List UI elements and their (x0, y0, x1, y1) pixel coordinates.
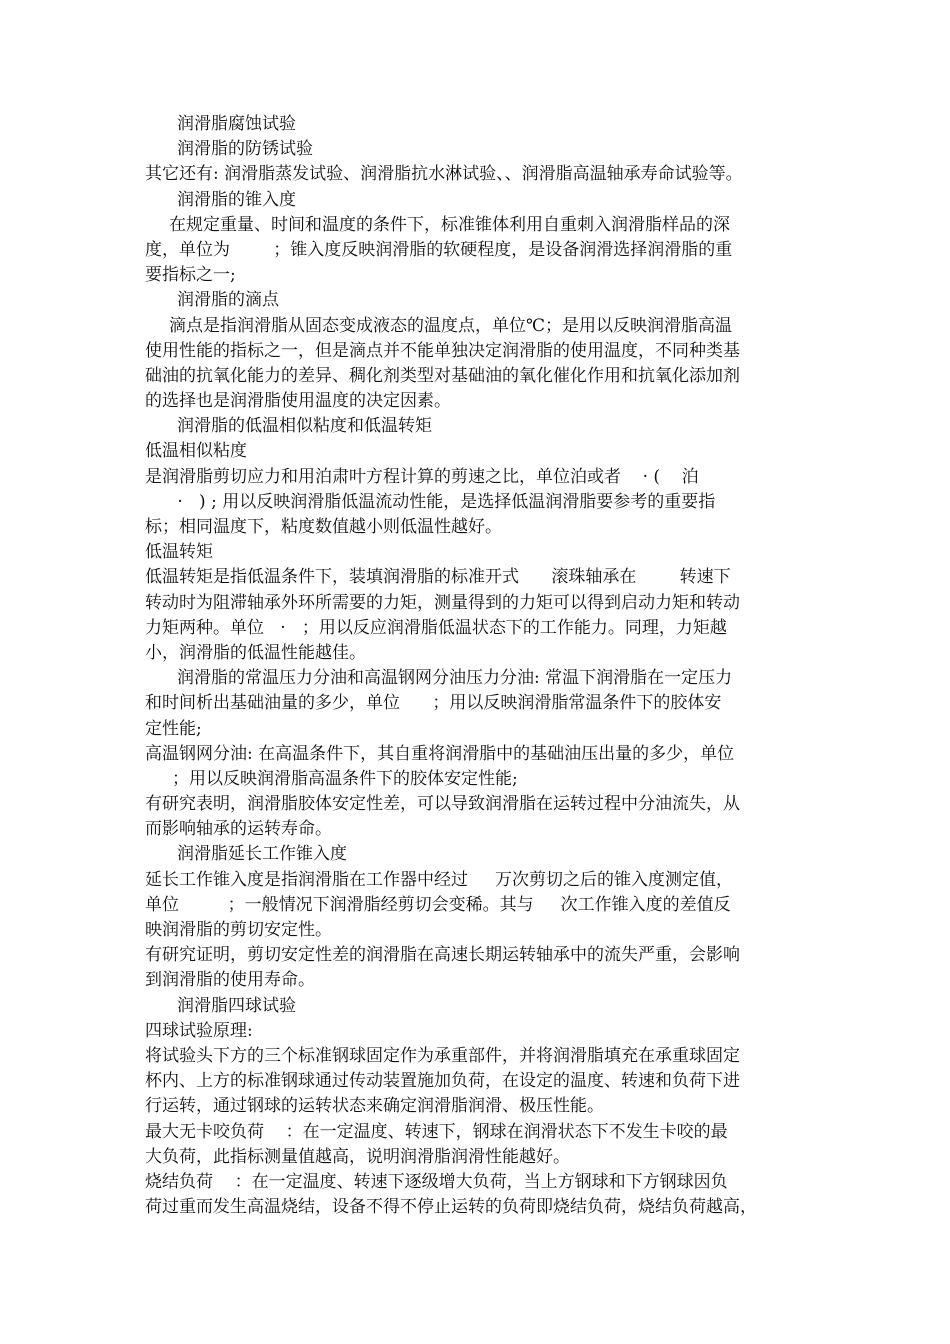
text-line: 小，润滑脂的低温性能越佳。 (145, 642, 366, 663)
text-line: 高温钢网分油: 在高温条件下，其自重将润滑脂中的基础油压出量的多少，单位 (145, 743, 735, 764)
text-line: 映润滑脂的剪切安定性。 (145, 920, 332, 940)
text-line: 滴点是指润滑脂从固态变成液态的温度点，单位℃；是用以反映润滑脂高温 (169, 315, 733, 336)
text-line: 将试验头下方的三个标准钢球固定作为承重部件，并将润滑脂填充在承重球固定 (145, 1045, 740, 1066)
text-line: 的选择也是润滑脂使用温度的决定因素。 (145, 391, 451, 412)
text-line: · ) ; 用以反映润滑脂低温流动性能，是选择低温润滑脂要参考的重要指 (145, 491, 716, 512)
text-line: 础油的抗氧化能力的差异、稠化剂类型对基础油的氧化催化作用和抗氧化添加剂 (145, 365, 740, 386)
text-line: 力矩两种。单位 · ；用以反应润滑脂低温状态下的工作能力。同理，力矩越 (145, 617, 727, 638)
text-line: 在规定重量、时间和温度的条件下，标准锥体利用自重刺入润滑脂样品的深 (169, 214, 730, 235)
text-line: 润滑脂腐蚀试验 (177, 114, 296, 134)
text-line: 有研究证明，剪切安定性差的润滑脂在高速长期运转轴承中的流失严重，会影响 (145, 945, 740, 966)
text-line: 有研究表明，润滑脂胶体安定性差，可以导致润滑脂在运转过程中分油流失，从 (145, 794, 740, 815)
text-line: 度，单位为 ；锥入度反映润滑脂的软硬程度，是设备润滑选择润滑脂的重 (145, 239, 733, 260)
text-line: 润滑脂的滴点 (177, 290, 279, 311)
text-line: 荷过重而发生高温烧结，设备不得不停止运转的负荷即烧结负荷，烧结负荷越高， (145, 1197, 757, 1218)
text-line: 到润滑脂的使用寿命。 (145, 970, 315, 991)
text-line: 大负荷，此指标测量值越高，说明润滑脂润滑性能越好。 (145, 1146, 570, 1167)
text-line: 润滑脂的低温相似粘度和低温转矩 (177, 416, 432, 437)
text-line: 单位 ；一般情况下润滑脂经剪切会变稀。其与 次工作锥入度的差值反 (145, 894, 731, 915)
text-line: 最大无卡咬负荷 ：在一定温度、转速下，钢球在润滑状态下不发生卡咬的最 (145, 1121, 728, 1142)
text-line: 低温相似粘度 (145, 441, 247, 462)
document-body (145, 112, 810, 1220)
text-line: 其它还有: 润滑脂蒸发试验、润滑脂抗水淋试验、、润滑脂高温轴承寿命试验等。 (145, 164, 743, 185)
text-line: 而影响轴承的运转寿命。 (145, 819, 332, 840)
text-line: 转动时为阻滞轴承外环所需要的力矩，测量得到的力矩可以得到启动力矩和转动 (145, 592, 740, 613)
text-line: 润滑脂四球试验 (177, 995, 296, 1016)
text-line: 润滑脂的常温压力分油和高温钢网分油压力分油: 常温下润滑脂在一定压力 (177, 668, 733, 689)
text-line: 和时间析出基础油量的多少，单位 ；用以反映润滑脂常温条件下的胶体安 (145, 693, 722, 714)
text-line: 低温转矩 (145, 542, 213, 563)
text-line: 润滑脂的防锈试验 (177, 139, 313, 160)
text-line: 延长工作锥入度是指润滑脂在工作器中经过 万次剪切之后的锥入度测定值， (145, 869, 734, 890)
text-line: 润滑脂的锥入度 (177, 189, 296, 210)
text-line: 要指标之一; (145, 265, 236, 286)
text-line: 是润滑脂剪切应力和用泊肃叶方程计算的剪速之比，单位泊或者 · ( 泊 (145, 466, 699, 487)
text-line: 烧结负荷 ：在一定温度、转速下逐级增大负荷，当上方钢球和下方钢球因负 (145, 1171, 728, 1192)
text-line: ；用以反映润滑脂高温条件下的胶体安定性能; (145, 768, 518, 789)
text-line: 四球试验原理: (145, 1020, 253, 1041)
text-line: 杯内、上方的标准钢球通过传动装置施加负荷，在设定的温度、转速和负荷下进 (145, 1071, 740, 1092)
text-line: 标；相同温度下，粘度数值越小则低温性越好。 (145, 517, 502, 537)
text-line: 低温转矩是指低温条件下，装填润滑脂的标准开式 滚珠轴承在 转速下 (145, 567, 731, 588)
text-line: 使用性能的指标之一，但是滴点并不能单独决定润滑脂的使用温度，不同种类基 (145, 340, 740, 361)
text-line: 润滑脂延长工作锥入度 (177, 844, 347, 865)
text-line: 行运转，通过钢球的运转状态来确定润滑脂润滑、极压性能。 (145, 1096, 604, 1117)
text-line: 定性能; (145, 718, 202, 739)
